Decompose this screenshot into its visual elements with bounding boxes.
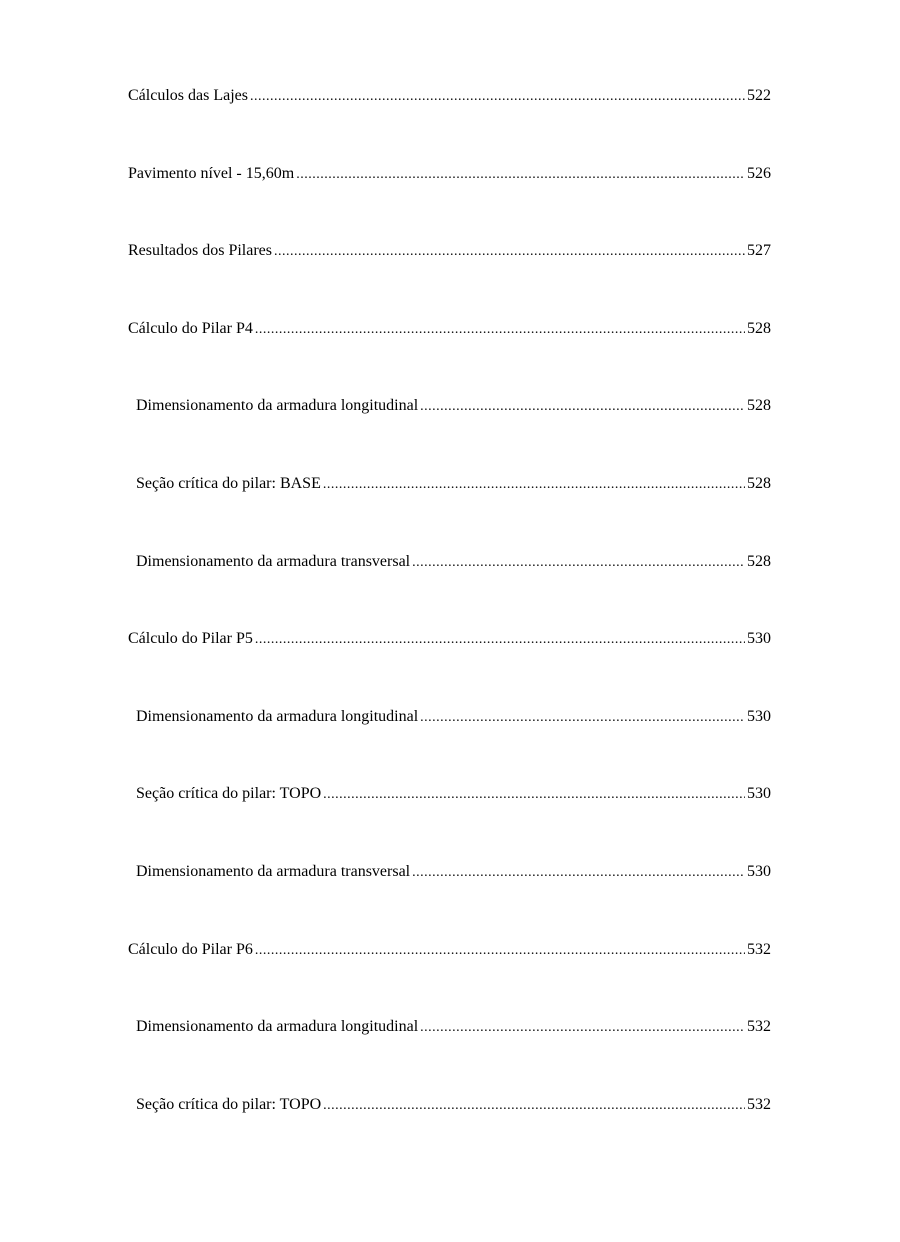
toc-entry-title: Dimensionamento da armadura transversal (136, 862, 411, 880)
toc-dot-leader (274, 241, 745, 263)
toc-entry-title: Resultados dos Pilares (128, 242, 272, 260)
toc-page-number: 527 (747, 242, 771, 260)
toc-dot-leader (323, 1095, 745, 1117)
toc-dot-leader (420, 1017, 745, 1039)
toc-page-number: 528 (747, 474, 771, 492)
toc-entry[interactable] (128, 939, 771, 1017)
toc-dot-leader (250, 86, 745, 108)
toc-dot-leader (323, 474, 745, 496)
toc-entry-title: Cálculo do Pilar P4 (128, 319, 253, 337)
toc-entry-title: Cálculo do Pilar P6 (128, 940, 253, 958)
toc-entry-title: Seção crítica do pilar: TOPO (136, 785, 322, 803)
toc-dot-leader (323, 784, 745, 806)
toc-page-number: 526 (747, 164, 771, 182)
toc-dot-leader (255, 940, 745, 962)
toc-entry[interactable] (128, 783, 771, 861)
toc-entry[interactable] (128, 551, 771, 629)
toc-page-number: 532 (747, 1095, 771, 1113)
toc-dot-leader (412, 862, 745, 884)
toc-entry[interactable] (128, 473, 771, 551)
toc-page-number: 528 (747, 319, 771, 337)
toc-entry[interactable] (128, 1016, 771, 1094)
toc-page-number: 532 (747, 940, 771, 958)
toc-entry[interactable] (128, 240, 771, 318)
toc-entry[interactable] (128, 628, 771, 706)
toc-entry-title: Dimensionamento da armadura longitudinal (136, 1018, 419, 1036)
toc-dot-leader (412, 552, 745, 574)
toc-page-number: 530 (747, 862, 771, 880)
toc-page-number: 530 (747, 785, 771, 803)
toc-entry-title: Dimensionamento da armadura transversal (136, 552, 411, 570)
toc-dot-leader (420, 396, 745, 418)
toc-entry[interactable] (128, 85, 771, 163)
toc-entry[interactable] (128, 395, 771, 473)
toc-entry[interactable] (128, 706, 771, 784)
toc-entry-title: Dimensionamento da armadura longitudinal (136, 707, 419, 725)
toc-dot-leader (296, 164, 745, 186)
toc-dot-leader (255, 629, 745, 651)
toc-dot-leader (255, 319, 745, 341)
toc-entry[interactable] (128, 1094, 771, 1172)
toc-page-number: 528 (747, 397, 771, 415)
toc-dot-leader (420, 707, 745, 729)
toc-entry-title: Dimensionamento da armadura longitudinal (136, 397, 419, 415)
toc-entry-title: Pavimento nível - 15,60m (128, 164, 295, 182)
toc-page-number: 530 (747, 707, 771, 725)
toc-entry-title: Cálculos das Lajes (128, 87, 248, 104)
toc-page-number: 522 (747, 87, 771, 104)
toc-entry-title: Seção crítica do pilar: BASE (136, 474, 321, 492)
table-of-contents (128, 85, 771, 1171)
toc-page-number: 530 (747, 630, 771, 648)
toc-entry[interactable] (128, 861, 771, 939)
toc-entry[interactable] (128, 163, 771, 241)
toc-page-number: 532 (747, 1018, 771, 1036)
toc-entry-title: Cálculo do Pilar P5 (128, 630, 253, 648)
toc-page-number: 528 (747, 552, 771, 570)
toc-entry[interactable] (128, 318, 771, 396)
toc-entry-title: Seção crítica do pilar: TOPO (136, 1095, 322, 1113)
